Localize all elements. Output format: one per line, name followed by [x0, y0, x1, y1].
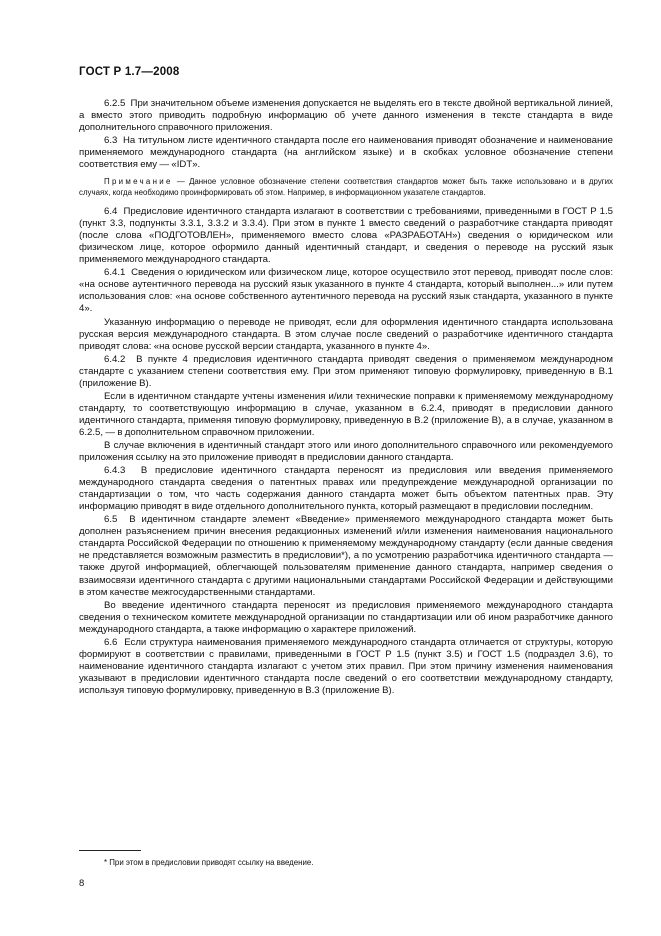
paragraph-6-3: 6.3 На титульном листе идентичного стандарта после его наименования приводят обозначение и наименование применяемого международного стандарта (на английском языке) и в скобках условное обозначение степени соответствия ему — «IDT».	[79, 135, 616, 171]
document-header: ГОСТ Р 1.7—2008	[79, 66, 180, 78]
paragraph-6-4-2-cont-2: В случае включения в идентичный стандарт этого или иного дополнительного справочного или рекомендуемого приложения ссылку на это приложение приводят в предисловии данного стандарта.	[79, 439, 616, 464]
paragraph-6-4-2-cont-1: Если в идентичном стандарте учтены изменения и/или технические поправки к применяемому международному стандарту, то соответствующую информацию в случае, указанном в 6.2.4, приводят в предисловии данного идентичного стандарта, применяя типовую формулировку, приведенную в В.2 (приложение В), а в случае, указанном в 6.2.5, — в дополнительном справочном приложении.	[79, 390, 616, 438]
paragraph-6-4-3: 6.4.3 В предисловие идентичного стандарта переносят из предисловия или введения применяемого международного стандарта сведения о патентных правах или предупреждение международной организации по стандартизации о том, что часть содержания данного стандарта может быть объектом патентных прав. Эту информацию приводят в виде отдельного дополнительного пункта, который размещают в предисловии последним.	[79, 465, 616, 513]
footnote: * При этом в предисловии приводят ссылку на введение.	[104, 858, 314, 867]
paragraph-6-4-1-cont: Указанную информацию о переводе не приводят, если для оформления идентичного стандарта использована русская версия международного стандарта. В этом случае после сведений о разработчике идентичного стандарта приводят слова: «на основе русской версии стандарта, указанного в пункте 4».	[79, 316, 616, 352]
paragraph-6-4-2: 6.4.2 В пункте 4 предисловия идентичного стандарта приводят сведения о применяемом международном стандарте с указанием степени соответствия ему. При этом применяют типовую формулировку, приведенную в В.1 (приложение В).	[79, 353, 616, 389]
paragraph-6-5: 6.5 В идентичном стандарте элемент «Введение» применяемого международного стандарта может быть дополнен разъяснением причин внесения редакционных изменений и/или изменения наименования национального стандарта Российской Федерации по отношению к применяемому международному стандарту (если данные сведения не представляется возможным разместить в предисловии*), а по усмотрению разработчика идентичного стандарта — также другой информацией, облегчающей пользователям применение данного стандарта, например сведения о взаимосвязи идентичного стандарта с другими национальными стандартами Российской Федерации и действующими в этом качестве межгосударственными стандартами.	[79, 514, 616, 598]
paragraph-6-4: 6.4 Предисловие идентичного стандарта излагают в соответствии с требованиями, приведенными в ГОСТ Р 1.5 (пункт 3.3, подпункты 3.3.1, 3.3.2 и 3.3.4). При этом в пункте 1 вместо сведений о разработчике стандарта приводят (после слова «ПОДГОТОВЛЕН», применяемого вместо слова «РАЗРАБОТАН») сведения о юридическом или физическом лице, которое оформило данный идентичный стандарт, и сведения о переводе на русский язык применяемого международного стандарта.	[79, 206, 616, 266]
note	[79, 177, 616, 198]
paragraph-6-5-cont: Во введение идентичного стандарта переносят из предисловия применяемого международного стандарта сведения о техническом комитете международной организации по стандартизации или об ином разработчике данного международного стандарта, а также информацию о характере приложений.	[79, 599, 616, 635]
document-body	[79, 98, 616, 698]
note-label: Примечание	[104, 177, 173, 187]
paragraph-6-6: 6.6 Если структура наименования применяемого международного стандарта отличается от структуры, которую формируют в соответствии с правилами, приведенными в ГОСТ Р 1.5 (пункт 3.5) и ГОСТ 1.5 (подраздел 3.6), то наименование идентичного стандарта излагают с учетом этих правил. При этом причину изменения наименования указывают в предисловии идентичного стандарта после сведений о его соответствии международному стандарту, используя типовую формулировку, приведенную в В.3 (приложение В).	[79, 636, 616, 696]
paragraph-6-2-5: 6.2.5 При значительном объеме изменения допускается не выделять его в тексте двойной вертикальной линией, а вместо этого приводить подробную информацию об учете данного изменения в тексте стандарта в виде дополнительного справочного приложения.	[79, 98, 616, 134]
page-number: 8	[79, 878, 85, 889]
paragraph-6-4-1: 6.4.1 Сведения о юридическом или физическом лице, которое осуществило этот перевод, приводят после слов: «на основе аутентичного перевода на русский язык указанного в пункте 4 стандарта, который выполнен...» или путем использования слов: «на основе собственного аутентичного перевода на русский язык стандарта, указанного в пункте 4».	[79, 267, 616, 315]
footnote-divider	[79, 850, 141, 851]
note-text: — Данное условное обозначение степени соответствия стандартов может быть также использовано и в других случаях, когда необходимо проинформировать об этом. Например, в информационном указателе стандартов.	[79, 177, 616, 197]
